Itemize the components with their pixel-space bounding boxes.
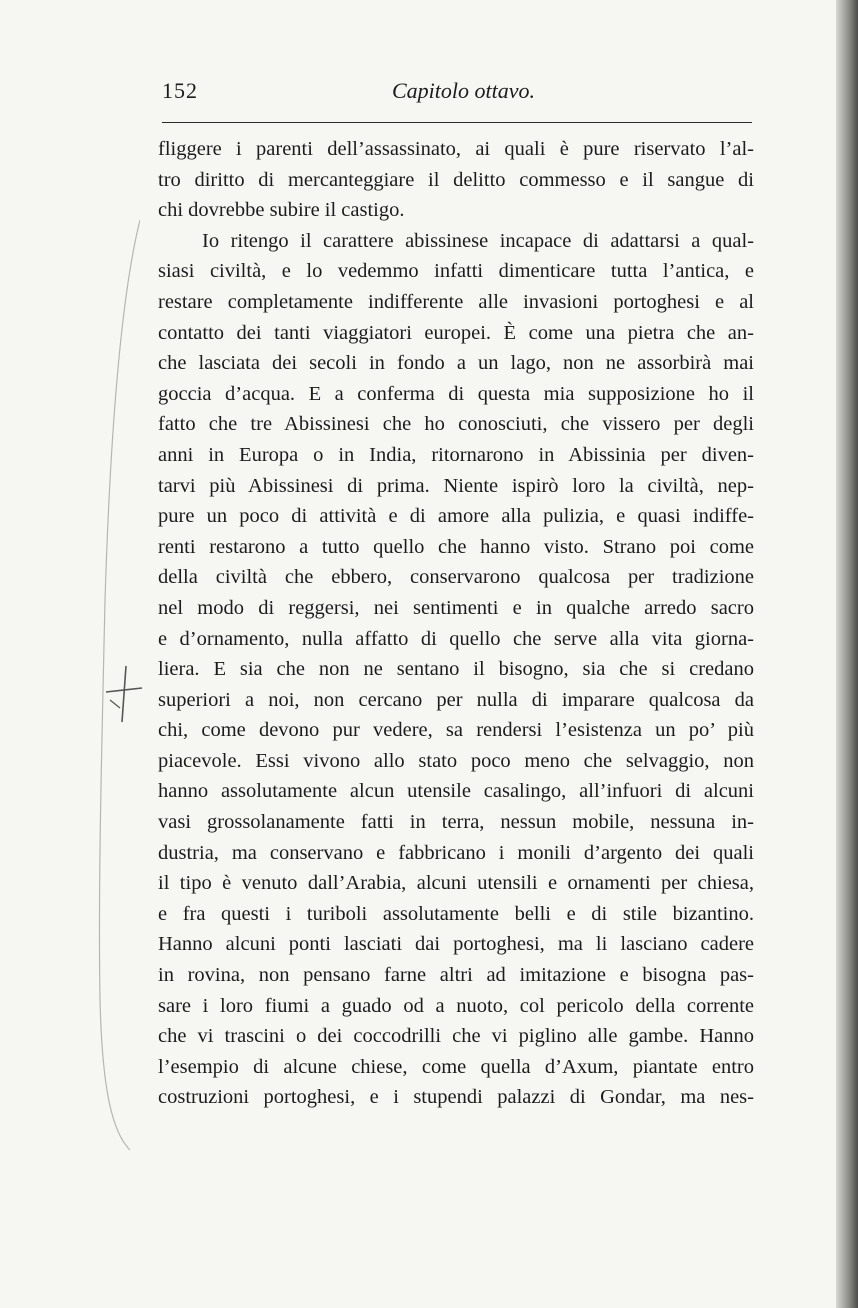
text-line: il tipo è venuto dall’Arabia, alcuni utensili e ornamenti per chiesa, (158, 872, 754, 895)
text-line: dustria, ma conservano e fabbricano i monili d’argento dei quali (158, 841, 754, 864)
text-line: restare completamente indifferente alle invasioni portoghesi e al (158, 290, 754, 313)
page-edge-shadow (836, 0, 858, 1308)
text-line: che vi trascini o dei coccodrilli che vi piglino alle gambe. Hanno (158, 1025, 754, 1048)
text-line: liera. E sia che non ne sentano il bisogno, sia che si credano (158, 658, 754, 681)
body-text (158, 134, 754, 1113)
text-line: vasi grossolanamente fatti in terra, nessun mobile, nessuna in- (158, 811, 754, 834)
text-line: sare i loro fiumi a guado od a nuoto, col pericolo della corrente (158, 994, 754, 1017)
text-line: l’esempio di alcune chiese, come quella d’Axum, piantate entro (158, 1055, 754, 1078)
text-line: e d’ornamento, nulla affatto di quello che serve alla vita giorna- (158, 627, 754, 650)
text-line: tro diritto di mercanteggiare il delitto commesso e il sangue di (158, 168, 754, 191)
text-line: superiori a noi, non cercano per nulla di imparare qualcosa da (158, 688, 754, 711)
text-line: e fra questi i turiboli assolutamente belli e di stile bizantino. (158, 902, 754, 925)
text-line: in rovina, non pensano farne altri ad imitazione e bisogna pas- (158, 964, 754, 987)
page-number: 152 (162, 78, 198, 103)
text-line: pure un poco di attività e di amore alla pulizia, e quasi indiffe- (158, 505, 754, 528)
text-line: contatto dei tanti viaggiatori europei. È come una pietra che an- (158, 321, 754, 344)
text-line: tarvi più Abissinesi di prima. Niente ispirò loro la civiltà, nep- (158, 474, 754, 497)
pencil-cross-mark (104, 664, 144, 724)
text-line: Hanno alcuni ponti lasciati dai portoghesi, ma li lasciano cadere (158, 933, 754, 956)
text-line: che lasciata dei secoli in fondo a un lago, non ne assorbirà mai (158, 352, 754, 375)
text-line: anni in Europa o in India, ritornarono in Abissinia per diven- (158, 443, 754, 466)
text-line: fliggere i parenti dell’assassinato, ai quali è pure riservato l’al- (158, 138, 754, 160)
page-header (162, 78, 742, 112)
text-line: costruzioni portoghesi, e i stupendi palazzi di Gondar, ma nes- (158, 1086, 754, 1109)
text-line: chi, come devono pur vedere, sa rendersi l’esistenza un po’ più (158, 719, 754, 742)
text-line: della civiltà che ebbero, conservarono qualcosa per tradizione (158, 566, 754, 589)
text-line: Io ritengo il carattere abissinese incapace di adattarsi a qual- (202, 229, 754, 252)
text-line: goccia d’acqua. E a conferma di questa mia supposizione ho il (158, 382, 754, 405)
text-line: renti restarono a tutto quello che hanno visto. Strano poi come (158, 535, 754, 558)
text-line: nel modo di reggersi, nei sentimenti e in qualche arredo sacro (158, 596, 754, 619)
text-line: siasi civiltà, e lo vedemmo infatti dimenticare tutta l’antica, e (158, 260, 754, 283)
text-line: hanno assolutamente alcun utensile casalingo, all’infuori di alcuni (158, 780, 754, 803)
running-title: Capitolo ottavo. (392, 78, 535, 103)
text-line: chi dovrebbe subire il castigo. (158, 199, 405, 222)
text-line: piacevole. Essi vivono allo stato poco meno che selvaggio, non (158, 749, 754, 772)
text-line: fatto che tre Abissinesi che ho conosciuti, che vissero per degli (158, 413, 754, 436)
header-rule (162, 122, 752, 123)
